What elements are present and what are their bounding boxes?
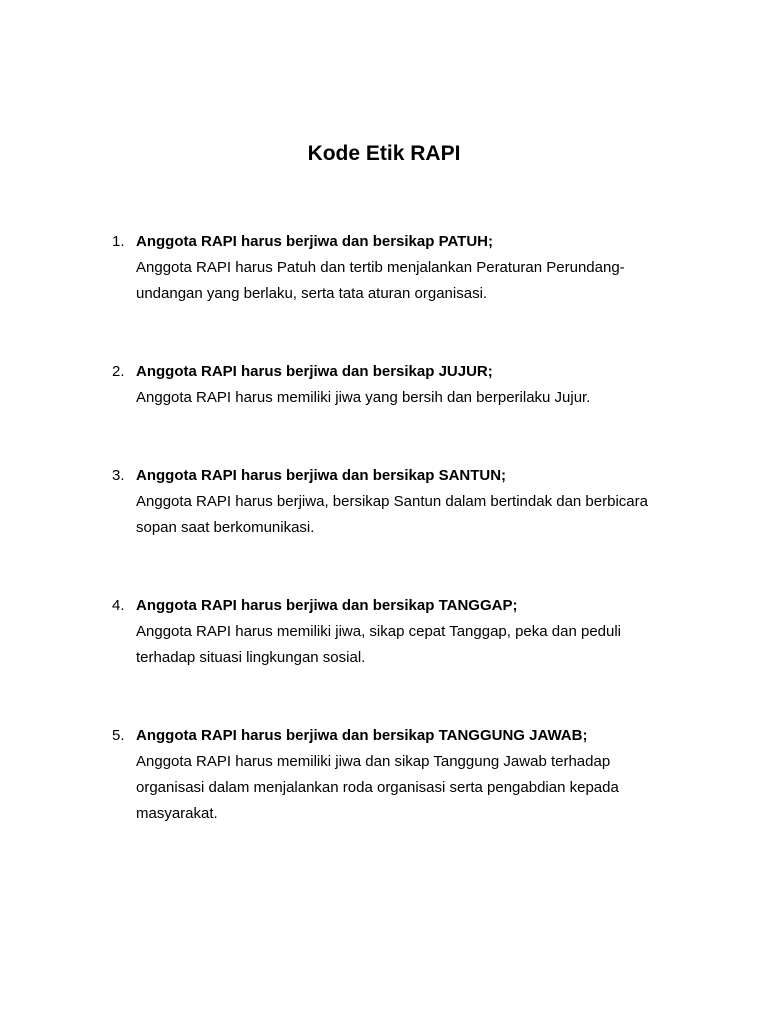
list-item-number: 5. (112, 727, 125, 744)
list-item-description: Anggota RAPI harus berjiwa, bersikap Santun dalam bertindak dan berbicara sopan saat berkomunikasi. (136, 493, 648, 536)
list-item-heading: Anggota RAPI harus berjiwa dan bersikap PATUH; (136, 233, 493, 250)
list-item-heading: Anggota RAPI harus berjiwa dan bersikap SANTUN; (136, 467, 507, 484)
list-item (0, 463, 768, 541)
list-item-heading: Anggota RAPI harus berjiwa dan bersikap TANGGAP; (136, 597, 518, 614)
list-item (0, 723, 768, 827)
list-item-heading: Anggota RAPI harus berjiwa dan bersikap JUJUR; (136, 363, 493, 380)
list-item-description: Anggota RAPI harus Patuh dan tertib menjalankan Peraturan Perundang-undangan yang berlaku, serta tata aturan organisasi. (136, 259, 625, 302)
document-title: Kode Etik RAPI (307, 142, 461, 165)
list-item (0, 359, 768, 411)
list-item-number: 2. (112, 363, 125, 380)
list-item-number: 4. (112, 597, 125, 614)
list-item (0, 593, 768, 671)
list-item-content (136, 463, 676, 541)
list-item-description: Anggota RAPI harus memiliki jiwa, sikap cepat Tanggap, peka dan peduli terhadap situasi lingkungan sosial. (136, 623, 622, 666)
list-item-number: 3. (112, 467, 125, 484)
code-of-ethics-list (0, 229, 768, 879)
list-item-content (136, 723, 676, 827)
list-item-description: Anggota RAPI harus memiliki jiwa yang bersih dan berperilaku Jujur. (136, 389, 591, 406)
list-item-number: 1. (112, 233, 125, 250)
list-item-content (136, 359, 676, 411)
list-item-heading: Anggota RAPI harus berjiwa dan bersikap TANGGUNG JAWAB; (136, 727, 588, 744)
list-item (0, 229, 768, 307)
list-item-content (136, 593, 676, 671)
list-item-content (136, 229, 676, 307)
list-item-description: Anggota RAPI harus memiliki jiwa dan sikap Tanggung Jawab terhadap organisasi dalam menjalankan roda organisasi serta pengabdian kepada masyarakat. (136, 753, 619, 822)
